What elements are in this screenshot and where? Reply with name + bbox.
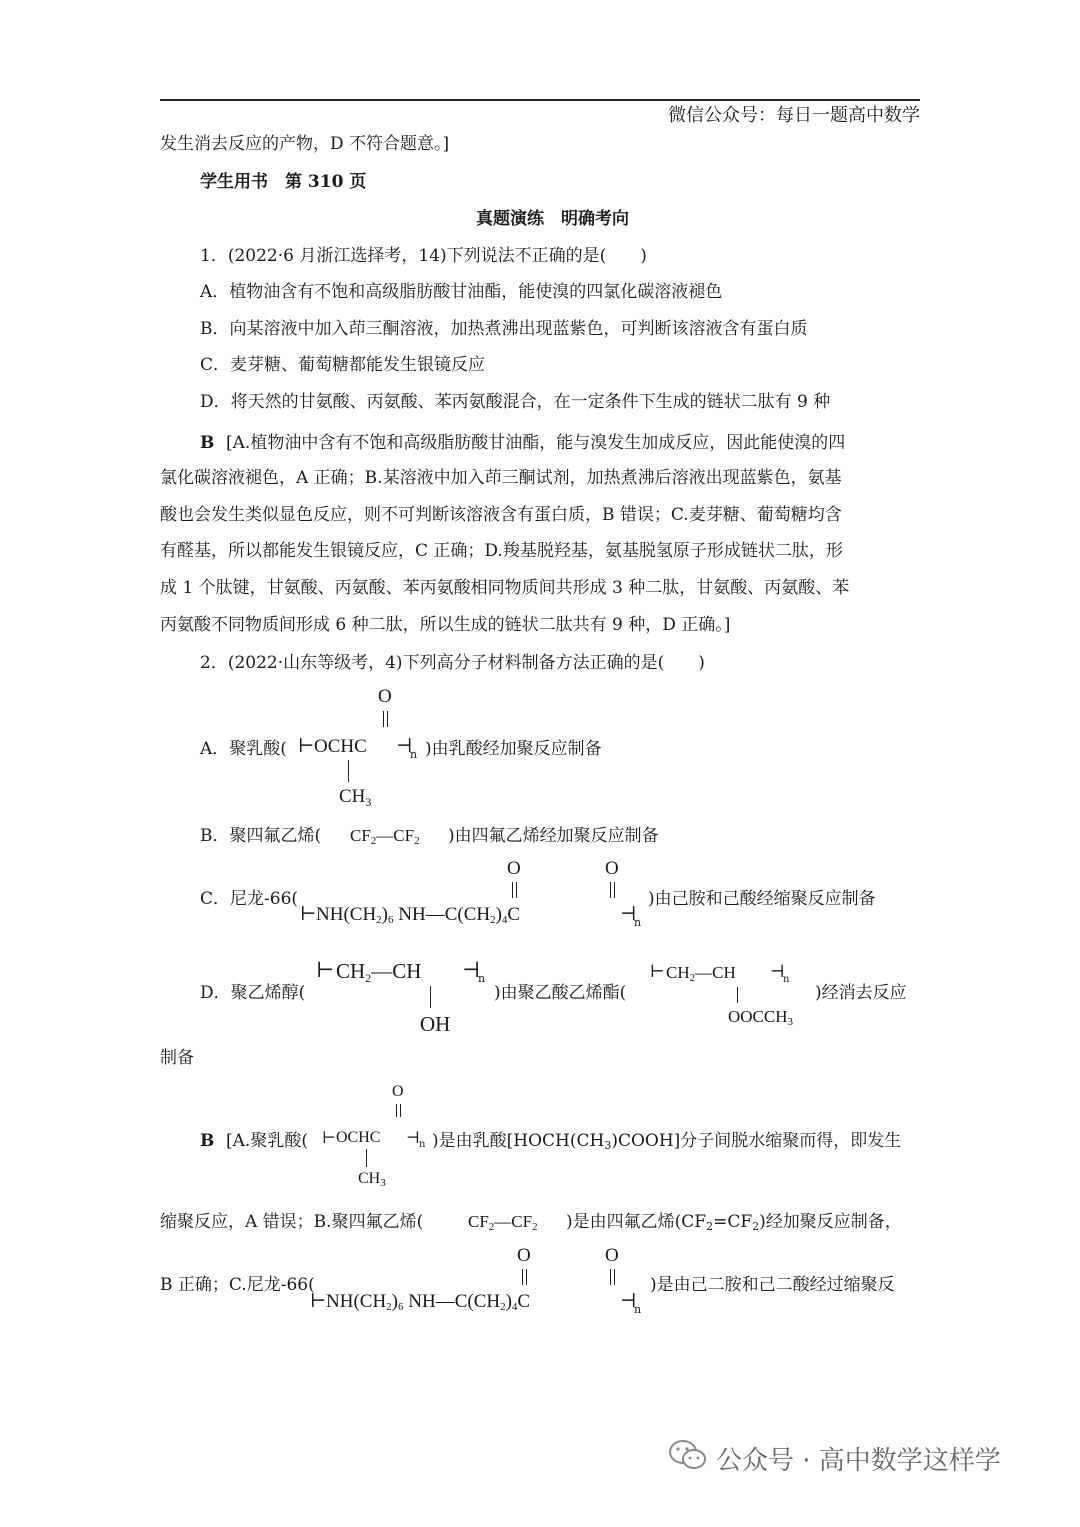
section-title: 真题演练 明确考向 <box>476 209 629 229</box>
q1-answer-line: 丙氨酸不同物质间形成 6 种二肽，所以生成的链状二肽共有 9 种，D 正确。] <box>160 615 731 635</box>
wechat-icon <box>668 1438 708 1472</box>
q1-answer-line: 酸也会发生类似显色反应，则不可判断该溶液含有蛋白质，B 错误；C.麦芽糖、葡萄糖均含 <box>160 505 842 525</box>
q2-answer-line3: B 正确；C.尼龙-66( <box>160 1275 315 1295</box>
q2-option-a-tail: )由乳酸经加聚反应制备 <box>425 739 602 759</box>
q2-option-a-label: A．聚乳酸( <box>200 739 287 759</box>
q1-answer-line: [A.植物油中含有不饱和高级脂肪酸甘油酯，能与溴发生加成反应，因此能使溴的四 <box>226 433 846 453</box>
q2-option-b-tail: )由四氟乙烯经加聚反应制备 <box>448 826 659 846</box>
continued-text: 发生消去反应的产物，D 不符合题意。] <box>160 134 450 154</box>
q1-option-a: A．植物油含有不饱和高级脂肪酸甘油酯，能使溴的四氯化碳溶液褪色 <box>200 282 723 302</box>
q2-option-c-label: C．尼龙-66( <box>200 889 299 909</box>
q1-answer-letter: B <box>200 433 215 453</box>
q1-stem: 1．(2022·6 月浙江选择考，14)下列说法不正确的是( ) <box>200 246 647 266</box>
ptfe-formula: CF2—CF2 <box>350 826 420 847</box>
ptfe-formula-answer: CF2—CF2 <box>468 1212 538 1233</box>
q2-answer-line2: 缩聚反应，A 错误；B.聚四氟乙烯( <box>160 1212 424 1232</box>
q1-answer-line: 成 1 个肽键，甘氨酸、丙氨酸、苯丙氨酸相同物质间共形成 3 种二肽，甘氨酸、丙氨酸、苯 <box>160 578 850 598</box>
wechat-header: 微信公众号：每日一题高中数学 <box>668 105 920 126</box>
q2-answer-line3-b: )是由己二胺和己二酸经过缩聚反 <box>650 1275 895 1295</box>
header-rule <box>160 99 920 101</box>
q2-answer-letter: B <box>200 1131 215 1151</box>
book-reference: 学生用书 第 310 页 <box>200 172 367 192</box>
q2-stem: 2．(2022·山东等级考，4)下列高分子材料制备方法正确的是( ) <box>200 653 705 673</box>
q1-option-c: C．麦芽糖、葡萄糖都能发生银镜反应 <box>200 355 486 375</box>
q2-option-b-label: B．聚四氟乙烯( <box>200 826 322 846</box>
q1-option-d: D．将天然的甘氨酸、丙氨酸、苯丙氨酸混合，在一定条件下生成的链状二肽有 9 种 <box>200 392 831 412</box>
q2-answer-a-post: )是由乳酸[HOCH(CH3)COOH]分子间脱水缩聚而得，即发生 <box>432 1131 902 1152</box>
q1-option-b: B．向某溶液中加入茚三酮溶液，加热煮沸出现蓝紫色，可判断该溶液含有蛋白质 <box>200 319 808 339</box>
q2-option-d-label: D．聚乙烯醇( <box>200 983 306 1003</box>
q2-answer-a-pre: [A.聚乳酸( <box>226 1131 308 1151</box>
q2-option-d-mid: )由聚乙酸乙烯酯( <box>494 983 627 1003</box>
q2-option-d-tail: )经消去反应 <box>815 983 907 1003</box>
q1-answer-line: 氯化碳溶液褪色，A 正确；B.某溶液中加入茚三酮试剂，加热煮沸后溶液出现蓝紫色，氨基 <box>160 468 842 488</box>
q1-answer-line: 有醛基，所以都能发生银镜反应，C 正确；D.羧基脱羟基，氨基脱氢原子形成链状二肽，形 <box>160 541 843 561</box>
q2-option-d-continued: 制备 <box>160 1048 194 1068</box>
q2-answer-line2-b: )是由四氟乙烯(CF2=CF2)经加聚反应制备， <box>566 1212 902 1233</box>
q2-option-c-tail: )由己胺和己酸经缩聚反应制备 <box>648 889 876 909</box>
watermark-text: 公众号 · 高中数学这样学 <box>716 1446 1001 1476</box>
